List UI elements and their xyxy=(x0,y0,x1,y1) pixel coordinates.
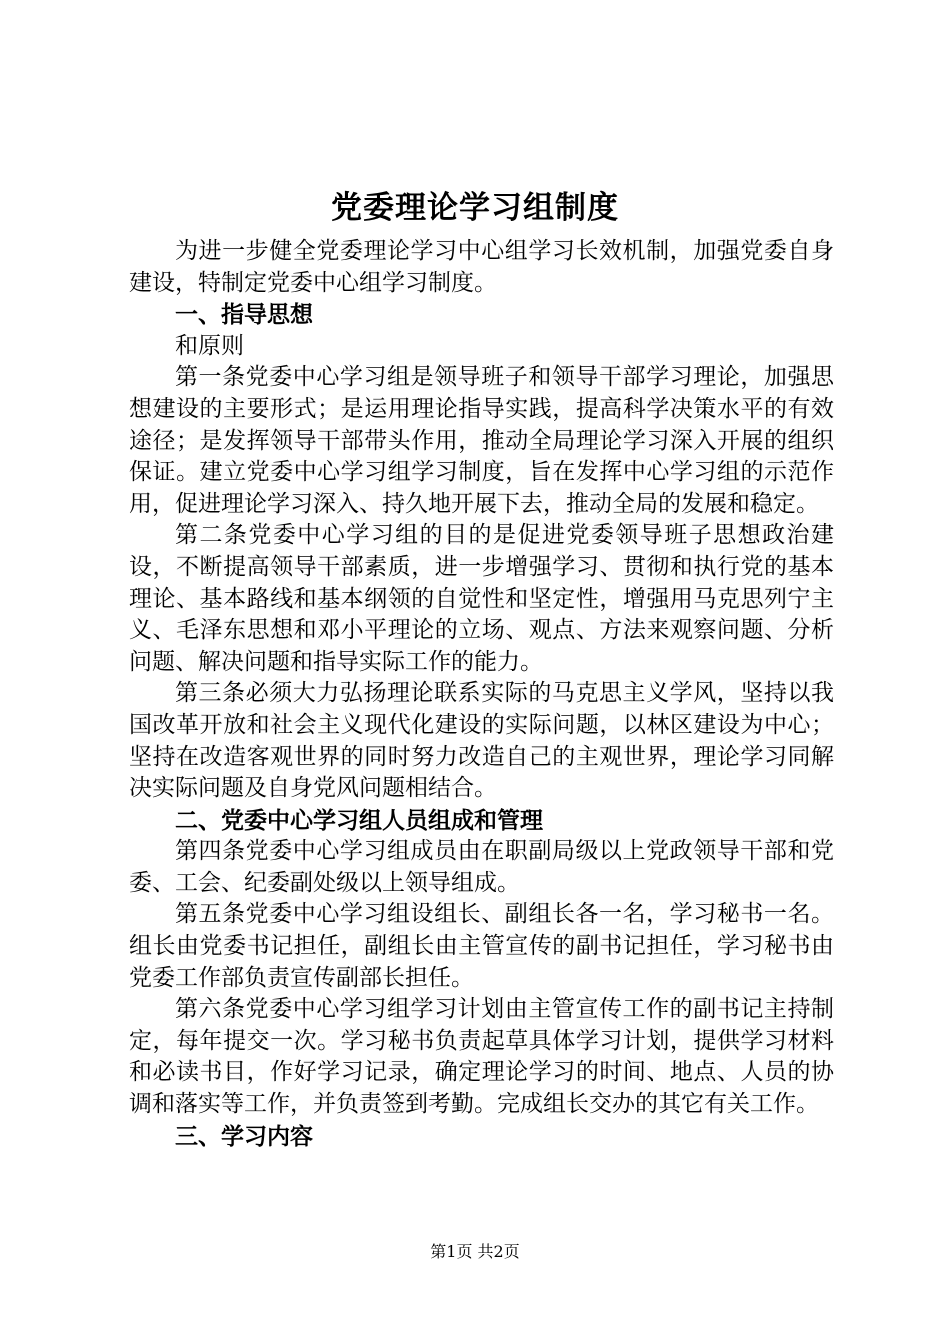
section-heading-guiding-ideology: 一、指导思想 xyxy=(175,301,313,329)
section-heading-continuation: 和原则 xyxy=(175,332,244,359)
document-body xyxy=(129,236,834,1152)
section-heading-study-content: 三、学习内容 xyxy=(175,1122,313,1150)
page-footer: 第1页 共2页 xyxy=(430,1242,520,1261)
article-3-paragraph: 第三条必须大力弘扬理论联系实际的马克思主义学风，坚持以我国改革开放和社会主义现代化建设的实际问题，以林区建设为中心；坚持在改造客观世界的同时努力改造自己的主观世界，理论学习同解决实际问题及自身党风问题相结合。 xyxy=(129,680,834,802)
document-title: 党委理论学习组制度 xyxy=(331,190,619,226)
article-2-paragraph: 第二条党委中心学习组的目的是促进党委领导班子思想政治建设，不断提高领导干部素质，进一步增强学习、贯彻和执行党的基本理论、基本路线和基本纲领的自觉性和坚定性，增强用马克思列宁主义、毛泽东思想和邓小平理论的立场、观点、方法来观察问题、分析问题、解决问题和指导实际工作的能力。 xyxy=(129,522,834,675)
article-5-paragraph: 第五条党委中心学习组设组长、副组长各一名，学习秘书一名。组长由党委书记担任，副组长由主管宣传的副书记担任，学习秘书由党委工作部负责宣传副部长担任。 xyxy=(129,901,834,991)
intro-paragraph: 为进一步健全党委理论学习中心组学习长效机制，加强党委自身建设，特制定党委中心组学习制度。 xyxy=(129,238,834,296)
article-1-paragraph: 第一条党委中心学习组是领导班子和领导干部学习理论，加强思想建设的主要形式；是运用理论指导实践，提高科学决策水平的有效途径；是发挥领导干部带头作用，推动全局理论学习深入开展的组织保证。建立党委中心学习组学习制度，旨在发挥中心学习组的示范作用，促进理论学习深入、持久地开展下去，推动全局的发展和稳定。 xyxy=(129,364,834,517)
section-heading-personnel: 二、党委中心学习组人员组成和管理 xyxy=(175,806,543,834)
article-4-paragraph: 第四条党委中心学习组成员由在职副局级以上党政领导干部和党委、工会、纪委副处级以上领导组成。 xyxy=(129,838,834,896)
article-6-paragraph: 第六条党委中心学习组学习计划由主管宣传工作的副书记主持制定，每年提交一次。学习秘书负责起草具体学习计划，提供学习材料和必读书目，作好学习记录，确定理论学习的时间、地点、人员的协调和落实等工作，并负责签到考勤。完成组长交办的其它有关工作。 xyxy=(129,996,834,1118)
